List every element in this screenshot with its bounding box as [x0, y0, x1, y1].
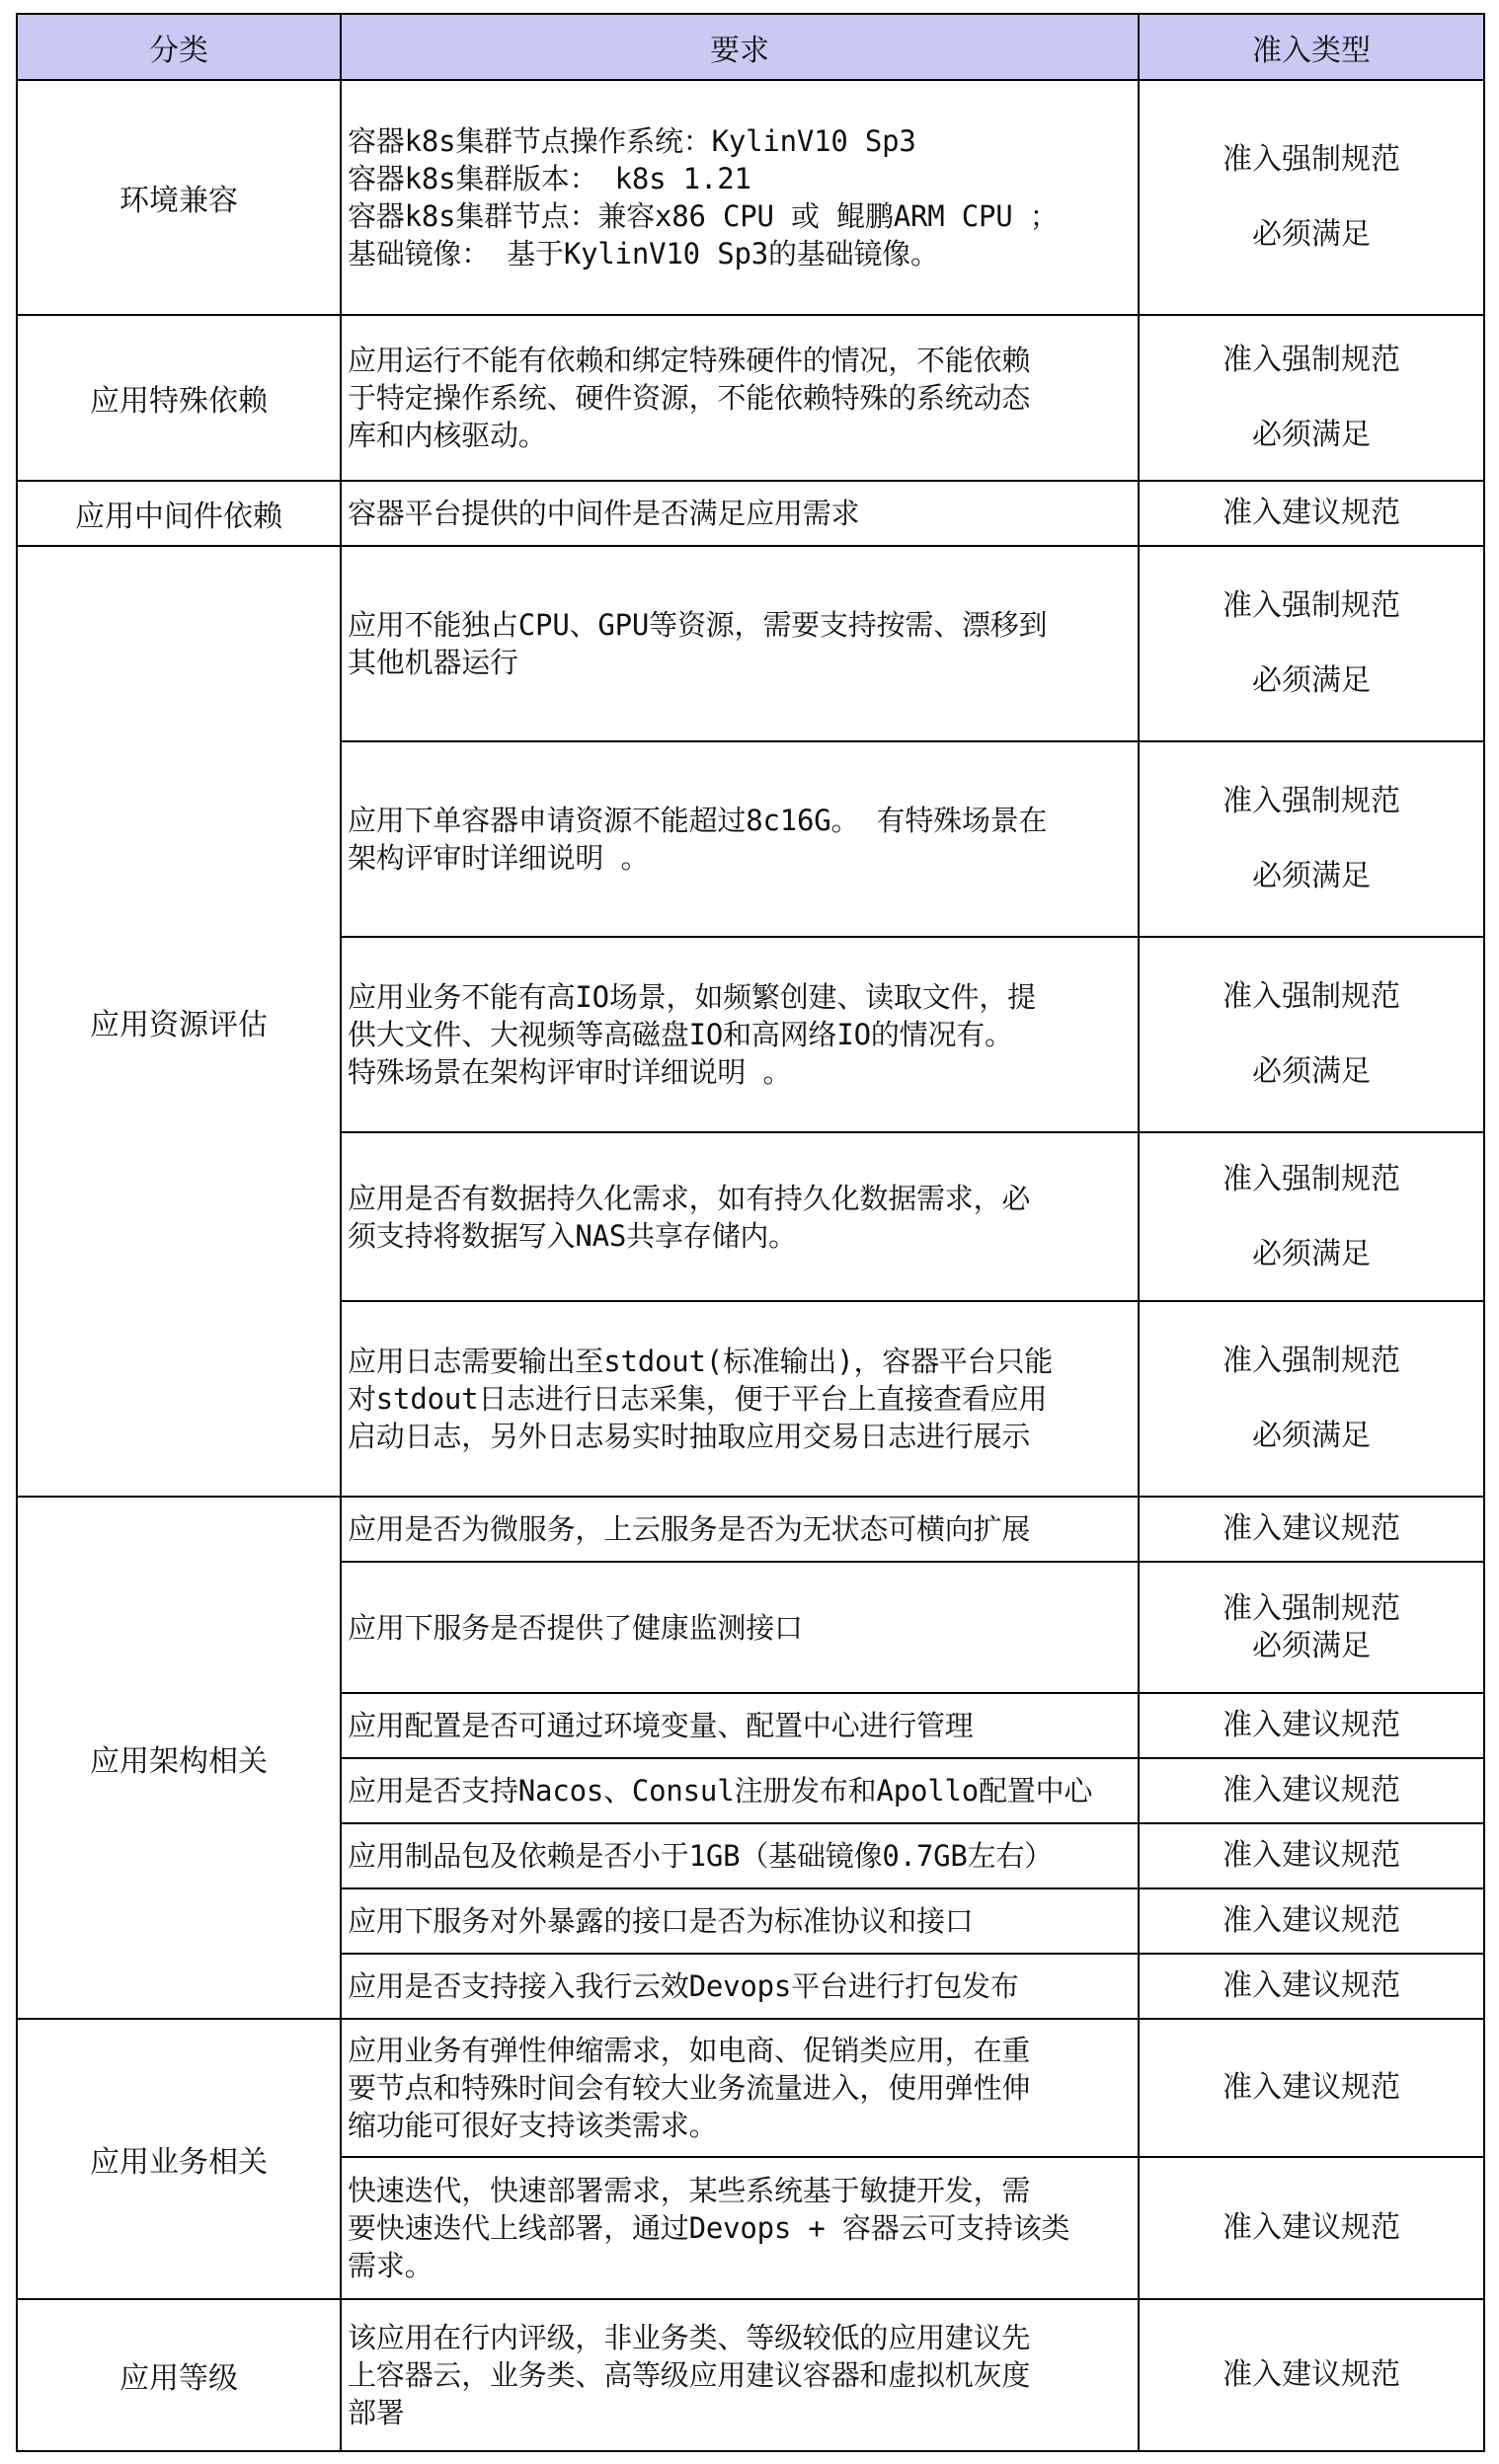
type-cell: 准入强制规范 必须满足 [1139, 937, 1484, 1132]
requirement-cell: 应用运行不能有依赖和绑定特殊硬件的情况，不能依赖 于特定操作系统、硬件资源，不能依赖特殊的系统动态 库和内核驱动。 [341, 315, 1139, 481]
requirement-cell: 应用是否支持接入我行云效Devops平台进行打包发布 [341, 1954, 1139, 2019]
type-cell: 准入强制规范 必须满足 [1139, 1132, 1484, 1301]
type-cell: 准入强制规范 必须满足 [1139, 315, 1484, 481]
header-type: 准入类型 [1139, 14, 1484, 80]
requirement-cell: 应用下服务对外暴露的接口是否为标准协议和接口 [341, 1888, 1139, 1954]
requirement-cell: 应用是否支持Nacos、Consul注册发布和Apollo配置中心 [341, 1758, 1139, 1823]
requirement-cell: 应用业务有弹性伸缩需求，如电商、促销类应用，在重 要节点和特殊时间会有较大业务流量进入，使用弹性伸 缩功能可很好支持该类需求。 [341, 2019, 1139, 2157]
category-cell: 应用中间件依赖 [17, 481, 341, 546]
category-cell: 应用资源评估 [17, 546, 341, 1497]
type-cell: 准入建议规范 [1139, 1758, 1484, 1823]
category-cell: 应用特殊依赖 [17, 315, 341, 481]
category-cell: 应用等级 [17, 2299, 341, 2451]
requirement-cell: 该应用在行内评级，非业务类、等级较低的应用建议先 上容器云，业务类、高等级应用建议容器和虚拟机灰度 部署 [341, 2299, 1139, 2451]
table-row [17, 2019, 1484, 2157]
type-cell: 准入建议规范 [1139, 481, 1484, 546]
category-cell: 应用架构相关 [17, 1497, 341, 2019]
header-requirement: 要求 [341, 14, 1139, 80]
requirement-cell: 应用不能独占CPU、GPU等资源，需要支持按需、漂移到 其他机器运行 [341, 546, 1139, 741]
table-row [17, 481, 1484, 546]
type-cell: 准入建议规范 [1139, 2019, 1484, 2157]
table-row [17, 1497, 1484, 1562]
table-row [17, 315, 1484, 481]
table-row [17, 2299, 1484, 2451]
type-cell: 准入强制规范 必须满足 [1139, 80, 1484, 315]
admission-spec-table [16, 13, 1485, 2452]
table-row [17, 546, 1484, 741]
type-cell: 准入建议规范 [1139, 1823, 1484, 1888]
type-cell: 准入建议规范 [1139, 1693, 1484, 1758]
requirement-cell: 快速迭代，快速部署需求，某些系统基于敏捷开发，需 要快速迭代上线部署，通过Devops + 容器云可支持该类 需求。 [341, 2157, 1139, 2299]
requirement-cell: 应用是否有数据持久化需求，如有持久化数据需求，必 须支持将数据写入NAS共享存储内。 [341, 1132, 1139, 1301]
type-cell: 准入建议规范 [1139, 1888, 1484, 1954]
type-cell: 准入强制规范 必须满足 [1139, 546, 1484, 741]
category-cell: 环境兼容 [17, 80, 341, 315]
requirement-cell: 应用业务不能有高IO场景，如频繁创建、读取文件，提 供大文件、大视频等高磁盘IO和高网络IO的情况有。 特殊场景在架构评审时详细说明 。 [341, 937, 1139, 1132]
requirement-cell: 应用日志需要输出至stdout(标准输出)，容器平台只能 对stdout日志进行日志采集，便于平台上直接查看应用 启动日志，另外日志易实时抽取应用交易日志进行展示 [341, 1301, 1139, 1497]
table-row [17, 80, 1484, 315]
type-cell: 准入建议规范 [1139, 1497, 1484, 1562]
type-cell: 准入强制规范 必须满足 [1139, 1562, 1484, 1693]
type-cell: 准入强制规范 必须满足 [1139, 1301, 1484, 1497]
category-cell: 应用业务相关 [17, 2019, 341, 2299]
requirement-cell: 应用下单容器申请资源不能超过8c16G。 有特殊场景在 架构评审时详细说明 。 [341, 741, 1139, 937]
type-cell: 准入建议规范 [1139, 1954, 1484, 2019]
header-row [17, 14, 1484, 80]
requirement-cell: 应用制品包及依赖是否小于1GB（基础镜像0.7GB左右） [341, 1823, 1139, 1888]
requirement-cell: 容器k8s集群节点操作系统：KylinV10 Sp3 容器k8s集群版本： k8s 1.21 容器k8s集群节点：兼容x86 CPU 或 鲲鹏ARM CPU ； 基础镜像： 基于KylinV10 Sp3的基础镜像。 [341, 80, 1139, 315]
type-cell: 准入建议规范 [1139, 2299, 1484, 2451]
requirement-cell: 容器平台提供的中间件是否满足应用需求 [341, 481, 1139, 546]
type-cell: 准入强制规范 必须满足 [1139, 741, 1484, 937]
requirement-cell: 应用配置是否可通过环境变量、配置中心进行管理 [341, 1693, 1139, 1758]
type-cell: 准入建议规范 [1139, 2157, 1484, 2299]
requirement-cell: 应用下服务是否提供了健康监测接口 [341, 1562, 1139, 1693]
header-category: 分类 [17, 14, 341, 80]
requirement-cell: 应用是否为微服务，上云服务是否为无状态可横向扩展 [341, 1497, 1139, 1562]
